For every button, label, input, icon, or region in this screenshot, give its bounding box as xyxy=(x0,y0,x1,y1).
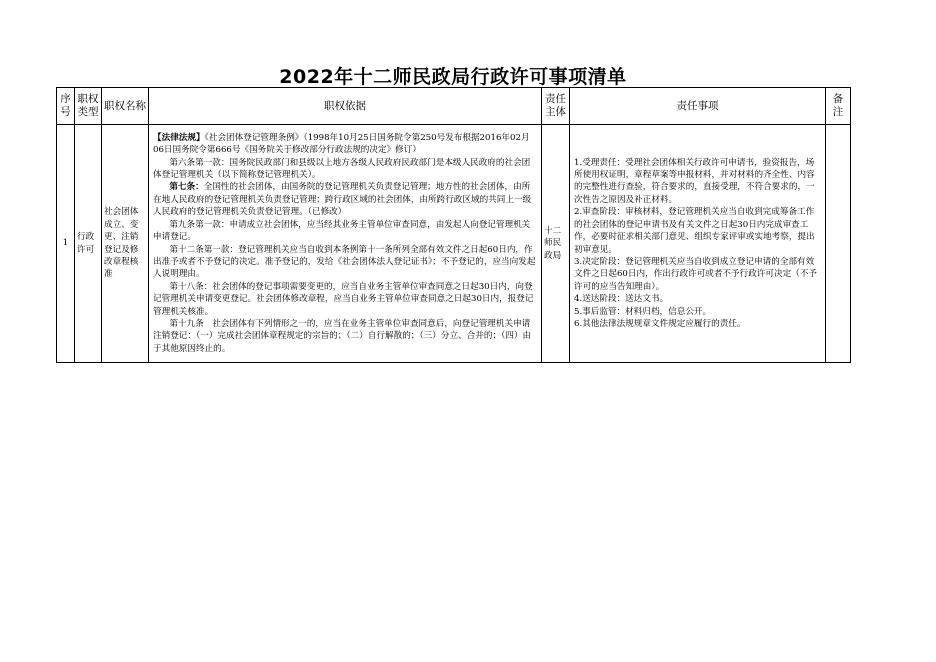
basis-law-text: 《社会团体登记管理条例》（1998年10月25日国务院令第250号发布根据2016年02月06日国务院令第666号《国务院关于修改部分行政法规的决定》修订） xyxy=(153,132,530,156)
basis-article-6: 第六条第一款：国务院民政部门和县级以上地方各级人民政府民政部门是本级人民政府的社会团体登记管理机关（以下简称登记管理机关）。 xyxy=(153,157,531,181)
basis-article-7-label: 第七条： xyxy=(169,182,204,193)
cell-name: 社会团体成立、变更、注销登记及修改章程核准 xyxy=(102,125,149,363)
basis-article-18: 第十八条：社会团体的登记事项需要变更的，应当自业务主管单位审查同意之日起30日内，向登记管理机关申请变更登记。社会团体修改章程，应当自业务主管单位审查同意之日起30日内，报登记管理机关核准。 xyxy=(153,281,534,317)
header-basis: 职权依据 xyxy=(149,88,542,125)
table-row xyxy=(57,125,851,363)
basis-article-19: 第十九条 社会团体有下列情形之一的，应当在业务主管单位审查同意后，向登记管理机关申请注销登记：（一）完成社会团体章程规定的宗旨的；（二）自行解散的；（三）分立、合并的；（四）由于其他原因终止的。 xyxy=(153,318,532,354)
header-type: 职权类型 xyxy=(75,88,102,125)
header-no: 序号 xyxy=(57,88,75,125)
basis-article-7 xyxy=(153,181,538,218)
duty-item: 4.送达阶段：送达文书。 xyxy=(574,294,669,305)
header-row xyxy=(57,88,851,125)
cell-type: 行政许可 xyxy=(75,125,102,363)
duty-item: 3.决定阶段：登记管理机关应当自收到成立登记申请的全部有效文件之日起60日内，作出行政许可或者不予行政许可决定（不予许可的应当告知理由）。 xyxy=(574,256,817,292)
permit-table xyxy=(56,87,851,363)
header-name: 职权名称 xyxy=(102,88,149,125)
basis-article-12: 第十二条第一款：登记管理机关应当自收到本条例第十一条所列全部有效文件之日起60日内，作出准予或者不予登记的决定。准予登记的，发给《社会团体法人登记证书》；不予登记的，应当向发起人说明理由。 xyxy=(153,244,536,280)
header-duty: 责任事项 xyxy=(570,88,826,125)
duty-item: 1.受理责任：受理社会团体相关行政许可申请书，验资报告，场所使用权证明，章程草案等申报材料，并对材料的齐全性、内容的完整性进行查验，符合要求的，直接受理，不符合要求的，一次性告之原因及补正材料。 xyxy=(574,157,815,205)
cell-basis xyxy=(149,125,542,363)
basis-article-7-text: 全国性的社会团体，由国务院的登记管理机关负责登记管理；地方性的社会团体，由所在地人民政府的登记管理机关负责登记管理；跨行政区域的社会团体，由所跨行政区域的共同上一级人民政府的登记管理机关负责登记管理。（已修改） xyxy=(153,182,532,218)
header-subject: 责任主体 xyxy=(542,88,570,125)
basis-law-intro xyxy=(153,132,538,157)
basis-article-9: 第九条第一款：申请成立社会团体，应当经其业务主管单位审查同意，由发起人向登记管理机关申请登记。 xyxy=(153,219,531,243)
page-title: 2022年十二师民政局行政许可事项清单 xyxy=(279,66,627,88)
duty-item: 2.审查阶段：审核材料，登记管理机关应当自收到完成筹备工作的社会团体的登记申请书及有关文件之日起30日内完成审查工作，必要时征求相关部门意见、组织专家评审或实地考察，提出初审意见。 xyxy=(574,207,815,255)
cell-duty xyxy=(570,125,826,363)
header-note: 备注 xyxy=(826,88,851,125)
cell-note xyxy=(826,125,851,363)
basis-law-tag: 【法律法规】 xyxy=(153,132,205,143)
cell-no: 1 xyxy=(57,125,75,363)
duty-item: 6.其他法律法规规章文件规定应履行的责任。 xyxy=(574,318,746,329)
duty-item: 5.事后监管：材料归档，信息公开。 xyxy=(574,306,712,317)
cell-subject: 十二师民政局 xyxy=(542,125,570,363)
